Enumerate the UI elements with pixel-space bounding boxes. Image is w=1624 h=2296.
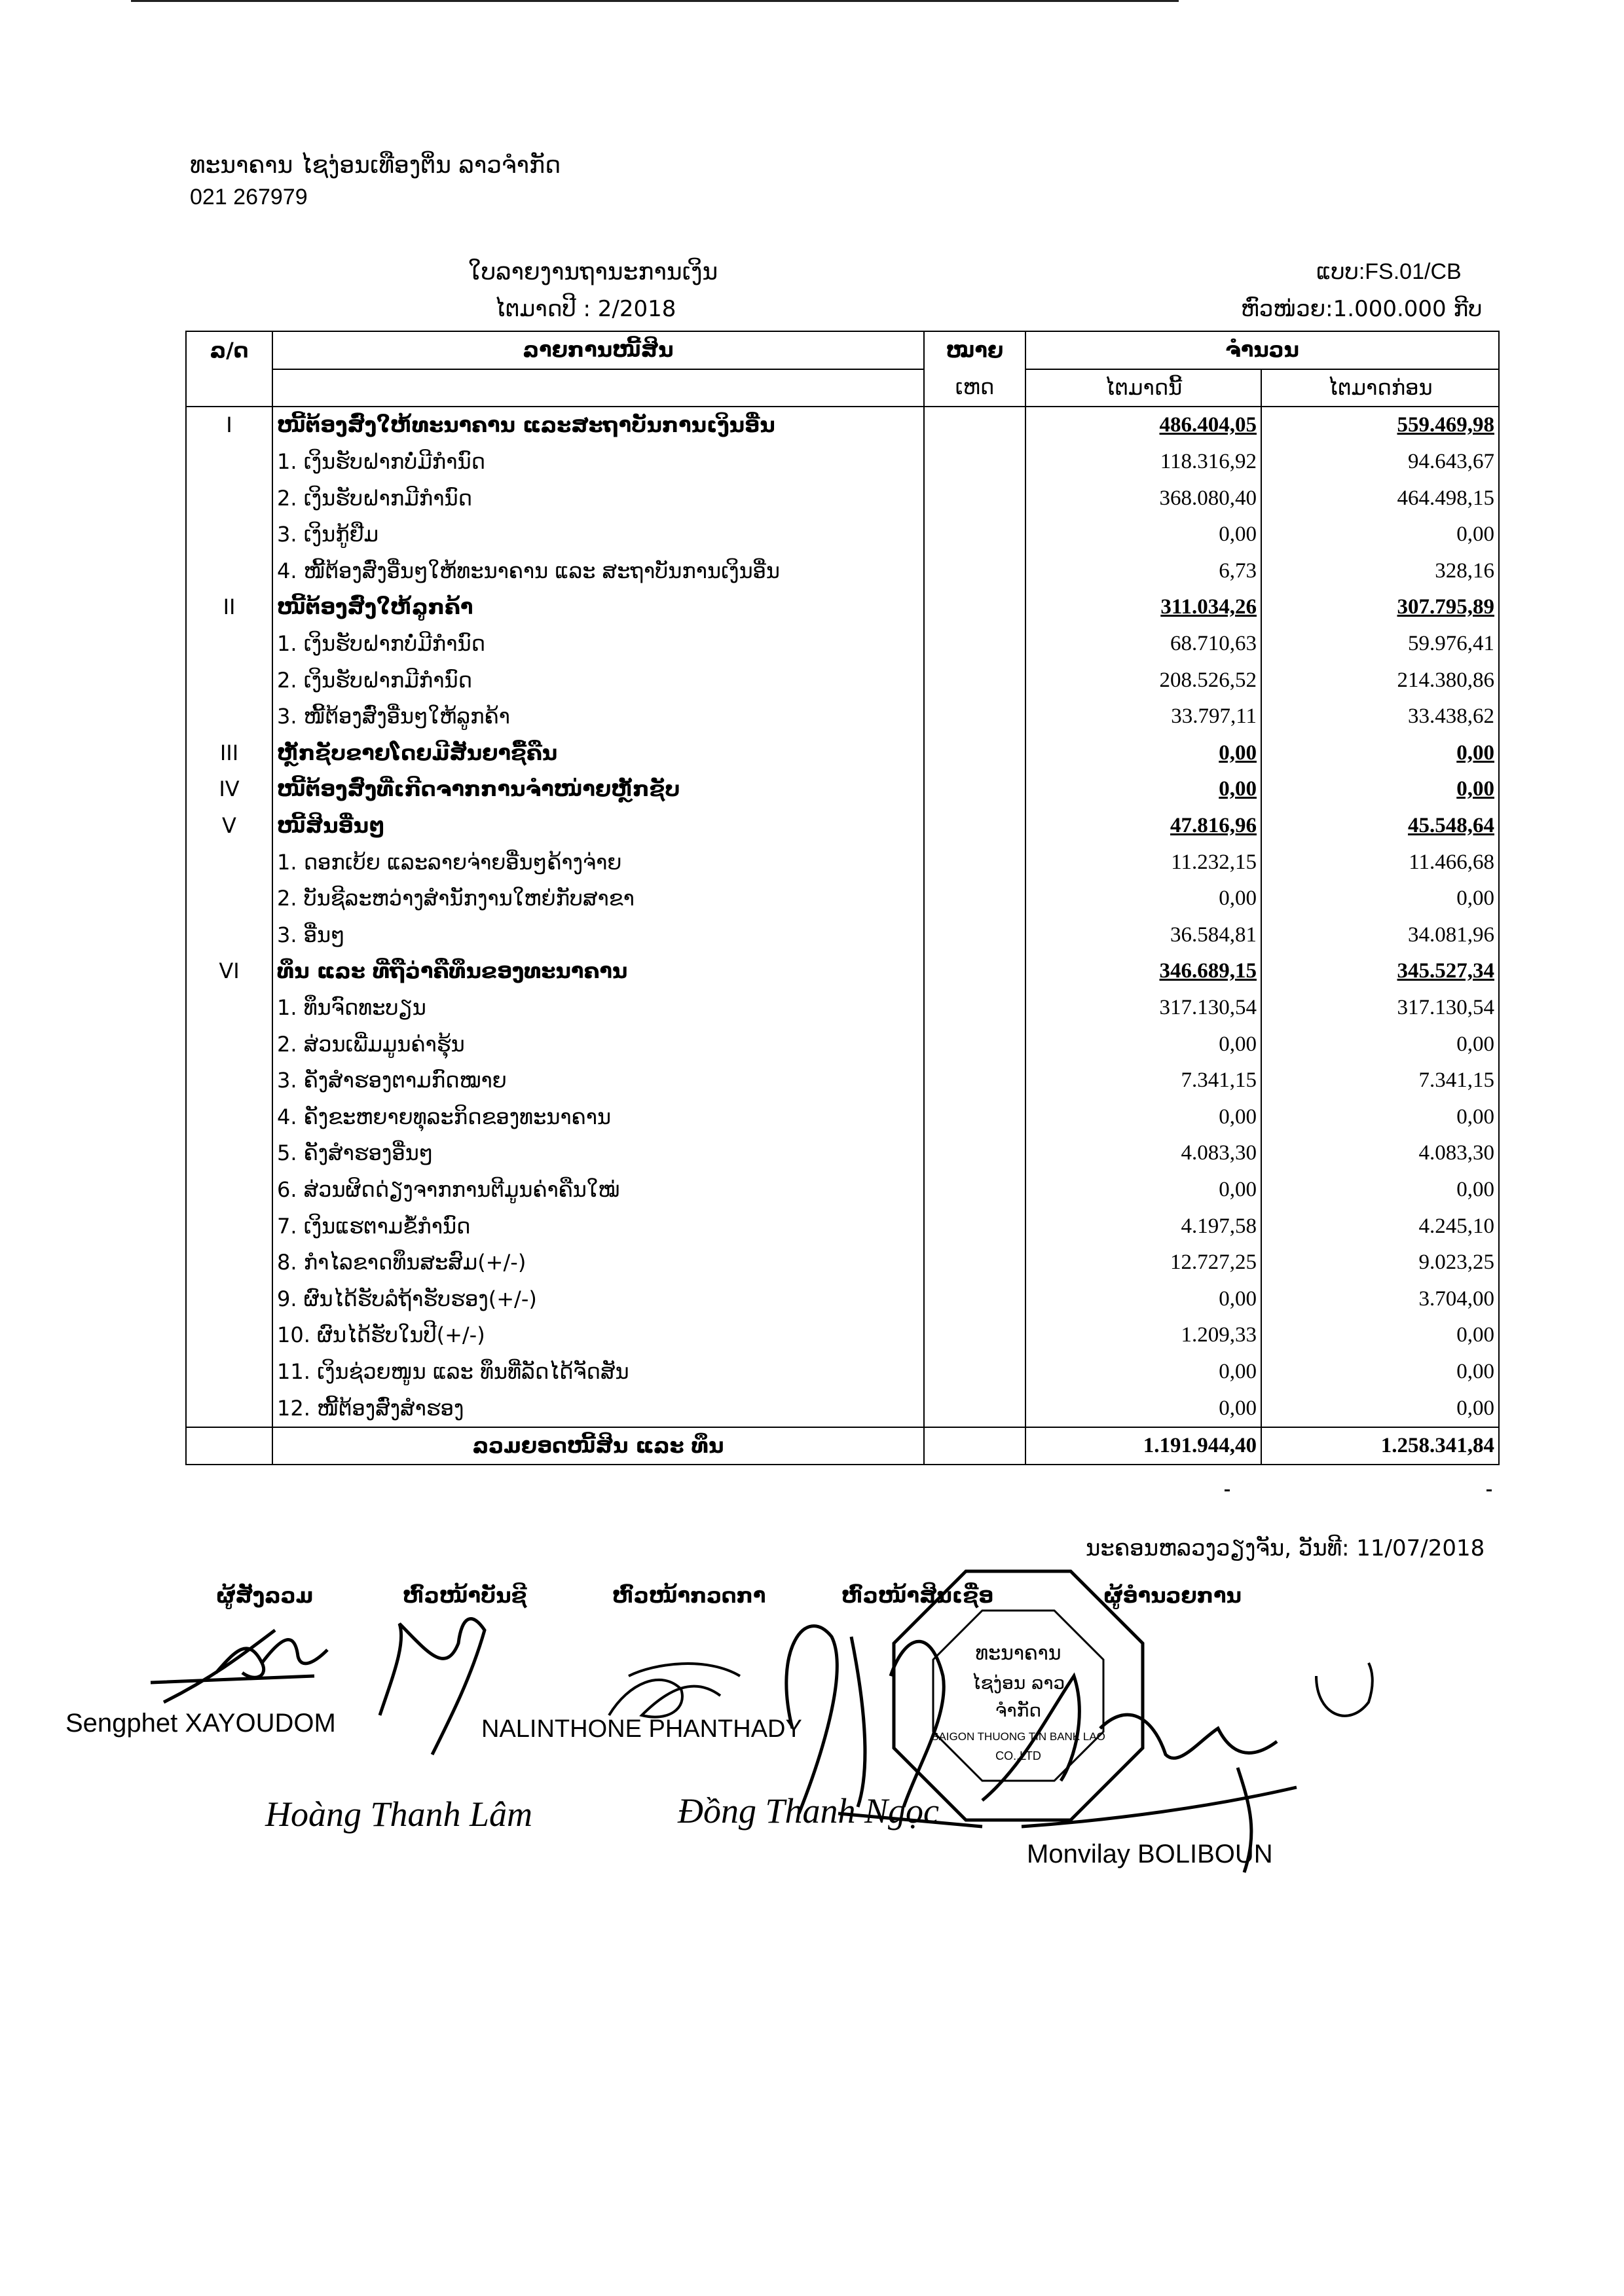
- name-director: Monvilay BOLIBOUN: [1027, 1840, 1273, 1868]
- row-number: [186, 553, 272, 590]
- row-label: 2. ເງິນຮັບຝາກມີກຳນົດ: [272, 480, 924, 517]
- row-note: [924, 1354, 1025, 1391]
- unit-label: ຫົວໜ່ວຍ:1.000.000 ກີບ: [1241, 296, 1483, 322]
- row-label: 12. ໜີ້ຕ້ອງສົ່ງສຳຮອງ: [272, 1390, 924, 1427]
- row-label: 2. ສ່ວນເພີ່ມມູນຄ່າຮຸ້ນ: [272, 1026, 924, 1063]
- table-row: [186, 1317, 1499, 1354]
- row-label: ໜີ້ຕ້ອງສົ່ງໃຫ້ລູກຄ້າ: [272, 589, 924, 626]
- row-previous-value: 307.795,89: [1261, 589, 1499, 626]
- signature-mark: [1316, 1663, 1373, 1716]
- table-row: [186, 771, 1499, 808]
- row-note: [924, 735, 1025, 772]
- row-current-value: 12.727,25: [1025, 1245, 1261, 1281]
- row-label: 4. ໜີ້ຕ້ອງສົ່ງອື່ນໆໃຫ້ທະນາຄານ ແລະ ສະຖາບັນການເງິນອື່ນ: [272, 553, 924, 590]
- name-preparer: Sengphet XAYOUDOM: [65, 1709, 336, 1738]
- signature-accounting: [380, 1619, 485, 1755]
- row-previous-value: 0,00: [1261, 1026, 1499, 1063]
- row-previous-value: 9.023,25: [1261, 1245, 1499, 1281]
- row-label: 4. ຄັງຂະຫຍາຍທຸລະກິດຂອງທະນາຄານ: [272, 1099, 924, 1135]
- row-number: III: [186, 735, 272, 772]
- row-note: [924, 1317, 1025, 1354]
- table-row: [186, 480, 1499, 517]
- row-note: [924, 844, 1025, 881]
- row-label: 9. ຜົນໄດ້ຮັບລໍຖ້າຮັບຮອງ(+/-): [272, 1281, 924, 1317]
- row-number: [186, 1172, 272, 1209]
- sig-label-preparer: ຜູ້ສັງລວມ: [216, 1583, 314, 1608]
- table-row: [186, 1208, 1499, 1245]
- row-number: [186, 626, 272, 663]
- row-label: ຫຼັກຊັບຂາຍໂດຍມີສັນຍາຊື້ຄືນ: [272, 735, 924, 772]
- bank-phone: 021 267979: [190, 185, 308, 210]
- row-label: 1. ດອກເບ້ຍ ແລະລາຍຈ່າຍອື່ນໆຄ້າງຈ່າຍ: [272, 844, 924, 881]
- table-row: [186, 1026, 1499, 1063]
- row-note: [924, 1063, 1025, 1099]
- svg-text:ຈຳກັດ: ຈຳກັດ: [995, 1700, 1042, 1721]
- total-row: [186, 1427, 1499, 1465]
- row-note: [924, 917, 1025, 954]
- signature-audit: [609, 1664, 740, 1717]
- row-label: 7. ເງິນແຮຕາມຂໍ້ກຳນົດ: [272, 1208, 924, 1245]
- row-current-value: 4.083,30: [1025, 1135, 1261, 1172]
- tick-mark: [1486, 1489, 1492, 1491]
- table-row: [186, 1099, 1499, 1135]
- row-note: [924, 589, 1025, 626]
- row-previous-value: 0,00: [1261, 881, 1499, 917]
- svg-text:ໄຊງ່ອນ ລາວ: ໄຊງ່ອນ ລາວ: [971, 1672, 1065, 1694]
- row-number: [186, 881, 272, 917]
- report-quarter: ໄຕມາດປີ : 2/2018: [494, 296, 676, 322]
- row-number: II: [186, 589, 272, 626]
- row-previous-value: 4.083,30: [1261, 1135, 1499, 1172]
- row-current-value: 0,00: [1025, 1099, 1261, 1135]
- row-previous-value: 0,00: [1261, 1172, 1499, 1209]
- row-label: 3. ໜີ້ຕ້ອງສົ່ງອື່ນໆໃຫ້ລູກຄ້າ: [272, 699, 924, 735]
- row-number: [186, 1390, 272, 1427]
- table-row: [186, 844, 1499, 881]
- col-current-header: ໄຕມາດນີ້: [1025, 369, 1261, 407]
- table-row: [186, 917, 1499, 954]
- row-note: [924, 1135, 1025, 1172]
- row-current-value: 208.526,52: [1025, 662, 1261, 699]
- svg-text:SAIGON THUONG TIN BANK LAO: SAIGON THUONG TIN BANK LAO: [931, 1730, 1105, 1743]
- table-subheader-row: [186, 369, 1499, 407]
- row-number: [186, 1063, 272, 1099]
- row-note: [924, 553, 1025, 590]
- row-number: [186, 480, 272, 517]
- row-current-value: 4.197,58: [1025, 1208, 1261, 1245]
- row-number: VI: [186, 953, 272, 990]
- table-row: [186, 699, 1499, 735]
- table-header-row: [186, 331, 1499, 369]
- row-label: 3. ເງິນກູ້ຢືມ: [272, 517, 924, 553]
- table-row: [186, 1063, 1499, 1099]
- table-row: [186, 589, 1499, 626]
- table-row: [186, 662, 1499, 699]
- row-current-value: 486.404,05: [1025, 407, 1261, 444]
- table-row: [186, 1135, 1499, 1172]
- row-previous-value: 0,00: [1261, 1317, 1499, 1354]
- row-previous-value: 214.380,86: [1261, 662, 1499, 699]
- row-label: 1. ເງິນຮັບຝາກບໍ່ມີກຳນົດ: [272, 626, 924, 663]
- col-note-header: ໝາຍ: [924, 331, 1025, 369]
- row-current-value: 0,00: [1025, 1172, 1261, 1209]
- row-label: 3. ອື່ນໆ: [272, 917, 924, 954]
- row-current-value: 47.816,96: [1025, 808, 1261, 845]
- table-row: [186, 1245, 1499, 1281]
- row-previous-value: 45.548,64: [1261, 808, 1499, 845]
- row-previous-value: 0,00: [1261, 1354, 1499, 1391]
- row-current-value: 33.797,11: [1025, 699, 1261, 735]
- tick-mark: [1225, 1489, 1230, 1491]
- row-label: 10. ຜົນໄດ້ຮັບໃນປີ(+/-): [272, 1317, 924, 1354]
- row-previous-value: 94.643,67: [1261, 444, 1499, 481]
- table-row: [186, 1390, 1499, 1427]
- row-number: IV: [186, 771, 272, 808]
- row-previous-value: 33.438,62: [1261, 699, 1499, 735]
- row-current-value: 0,00: [1025, 1281, 1261, 1317]
- row-note: [924, 1026, 1025, 1063]
- col-previous-header: ໄຕມາດກ່ອນ: [1261, 369, 1499, 407]
- row-current-value: 0,00: [1025, 771, 1261, 808]
- row-current-value: 11.232,15: [1025, 844, 1261, 881]
- svg-text:ທະນາຄານ: ທະນາຄານ: [975, 1642, 1061, 1665]
- row-previous-value: 0,00: [1261, 771, 1499, 808]
- row-number: [186, 1026, 272, 1063]
- table-row: [186, 407, 1499, 444]
- signature-preparer: [151, 1630, 327, 1702]
- row-current-value: 68.710,63: [1025, 626, 1261, 663]
- row-current-value: 0,00: [1025, 1390, 1261, 1427]
- row-number: [186, 1135, 272, 1172]
- row-number: [186, 990, 272, 1027]
- row-current-value: 36.584,81: [1025, 917, 1261, 954]
- financial-statement-table: [185, 331, 1500, 1465]
- row-previous-value: 0,00: [1261, 517, 1499, 553]
- row-number: [186, 1317, 272, 1354]
- row-label: 8. ກຳໄລຂາດທຶນສະສົມ(+/-): [272, 1245, 924, 1281]
- row-number: V: [186, 808, 272, 845]
- row-previous-value: 0,00: [1261, 1390, 1499, 1427]
- row-label: 3. ຄັງສຳຮອງຕາມກົດໝາຍ: [272, 1063, 924, 1099]
- row-previous-value: 3.704,00: [1261, 1281, 1499, 1317]
- row-label: ໜີ້ສິນອື່ນໆ: [272, 808, 924, 845]
- row-current-value: 1.209,33: [1025, 1317, 1261, 1354]
- row-note: [924, 444, 1025, 481]
- row-note: [924, 1245, 1025, 1281]
- row-number: [186, 1281, 272, 1317]
- row-note: [924, 662, 1025, 699]
- row-previous-value: 0,00: [1261, 1099, 1499, 1135]
- table-row: [186, 626, 1499, 663]
- row-label: 2. ບັນຊີລະຫວ່າງສຳນັກງານໃຫຍ່ກັບສາຂາ: [272, 881, 924, 917]
- form-code: ແບບ:FS.01/CB: [1316, 259, 1462, 284]
- svg-text:CO.,LTD: CO.,LTD: [995, 1749, 1041, 1762]
- sig-label-director: ຜູ້ອຳນວຍການ: [1103, 1583, 1242, 1608]
- table-row: [186, 444, 1499, 481]
- table-row: [186, 1172, 1499, 1209]
- sig-label-accounting: ຫົວໜ້າບັນຊີ: [403, 1583, 527, 1608]
- row-label: ໜີ້ຕ້ອງສົ່ງໃຫ້ທະນາຄານ ແລະສະຖາບັນການເງິນອື່ນ: [272, 407, 924, 444]
- col-note-header-2: ເຫດ: [924, 369, 1025, 407]
- place-date: ນະຄອນຫລວງວຽງຈັນ, ວັນທີ: 11/07/2018: [1086, 1535, 1485, 1561]
- row-label: ໜີ້ຕ້ອງສົ່ງທີ່ເກີດຈາກການຈໍາໜ່າຍຫຼັກຊັບ: [272, 771, 924, 808]
- row-label: 1. ທຶນຈົດທະບຽນ: [272, 990, 924, 1027]
- row-note: [924, 808, 1025, 845]
- row-previous-value: 59.976,41: [1261, 626, 1499, 663]
- table-row: [186, 953, 1499, 990]
- table-row: [186, 808, 1499, 845]
- row-note: [924, 699, 1025, 735]
- row-label: 5. ຄັງສຳຮອງອື່ນໆ: [272, 1135, 924, 1172]
- row-note: [924, 1099, 1025, 1135]
- row-current-value: 346.689,15: [1025, 953, 1261, 990]
- row-previous-value: 328,16: [1261, 553, 1499, 590]
- row-note: [924, 1390, 1025, 1427]
- row-current-value: 317.130,54: [1025, 990, 1261, 1027]
- report-title: ໃບລາຍງານຖານະການເງິນ: [468, 259, 718, 285]
- row-number: [186, 1354, 272, 1391]
- row-current-value: 0,00: [1025, 735, 1261, 772]
- col-item-header: ລາຍການໜີ້ສິນ: [272, 331, 924, 369]
- row-current-value: 0,00: [1025, 881, 1261, 917]
- row-label: 1. ເງິນຮັບຝາກບໍ່ມີກຳນົດ: [272, 444, 924, 481]
- row-current-value: 0,00: [1025, 1354, 1261, 1391]
- row-number: [186, 1099, 272, 1135]
- row-previous-value: 34.081,96: [1261, 917, 1499, 954]
- row-number: I: [186, 407, 272, 444]
- row-number: [186, 1208, 272, 1245]
- row-label: 11. ເງິນຊ່ວຍໜູນ ແລະ ທຶນທີ່ລັດໄດ້ຈັດສັນ: [272, 1354, 924, 1391]
- total-label: ລວມຍອດໜີ້ສິນ ແລະ ທຶນ: [272, 1427, 924, 1465]
- row-number: [186, 844, 272, 881]
- row-current-value: 6,73: [1025, 553, 1261, 590]
- row-label: ທຶນ ແລະ ທີ່ຖືວ່າຄືທຶນຂອງທະນາຄານ: [272, 953, 924, 990]
- row-previous-value: 345.527,34: [1261, 953, 1499, 990]
- bank-name: ທະນາຄານ ໄຊງ່ອນເທືອງຕິ່ນ ລາວຈຳກັດ: [190, 152, 561, 179]
- row-previous-value: 317.130,54: [1261, 990, 1499, 1027]
- name-script-right: Đồng Thanh Ngọc: [678, 1791, 940, 1831]
- row-note: [924, 626, 1025, 663]
- total-previous: 1.258.341,84: [1261, 1427, 1499, 1465]
- table-row: [186, 1354, 1499, 1391]
- row-previous-value: 4.245,10: [1261, 1208, 1499, 1245]
- row-label: 6. ສ່ວນຜິດດ່ຽງຈາກການຕີມູນຄ່າຄືນໃໝ່: [272, 1172, 924, 1209]
- row-note: [924, 881, 1025, 917]
- table-row: [186, 517, 1499, 553]
- row-note: [924, 1172, 1025, 1209]
- row-number: [186, 917, 272, 954]
- row-previous-value: 559.469,98: [1261, 407, 1499, 444]
- row-note: [924, 771, 1025, 808]
- row-note: [924, 517, 1025, 553]
- row-current-value: 0,00: [1025, 517, 1261, 553]
- table-row: [186, 1281, 1499, 1317]
- table-row: [186, 990, 1499, 1027]
- row-previous-value: 7.341,15: [1261, 1063, 1499, 1099]
- row-note: [924, 480, 1025, 517]
- row-number: [186, 1245, 272, 1281]
- row-note: [924, 407, 1025, 444]
- row-previous-value: 11.466,68: [1261, 844, 1499, 881]
- row-note: [924, 1208, 1025, 1245]
- row-note: [924, 953, 1025, 990]
- row-current-value: 118.316,92: [1025, 444, 1261, 481]
- row-previous-value: 464.498,15: [1261, 480, 1499, 517]
- company-stamp: [894, 1571, 1143, 1820]
- total-current: 1.191.944,40: [1025, 1427, 1261, 1465]
- name-accounting: NALINTHONE PHANTHADY: [481, 1715, 802, 1743]
- row-previous-value: 0,00: [1261, 735, 1499, 772]
- top-rule: [131, 0, 1179, 2]
- row-note: [924, 1281, 1025, 1317]
- col-amount-header: ຈຳນວນ: [1025, 331, 1499, 369]
- row-number: [186, 699, 272, 735]
- table-row: [186, 881, 1499, 917]
- table-row: [186, 553, 1499, 590]
- name-script-left: Hoàng Thanh Lâm: [265, 1795, 533, 1834]
- row-label: 2. ເງິນຮັບຝາກມີກຳນົດ: [272, 662, 924, 699]
- row-number: [186, 444, 272, 481]
- row-number: [186, 517, 272, 553]
- row-current-value: 368.080,40: [1025, 480, 1261, 517]
- row-number: [186, 662, 272, 699]
- sig-label-credit: ຫົວໜ້າສິນເຊື່ອ: [841, 1583, 994, 1608]
- sig-label-audit: ຫົວໜ້າກວດກາ: [612, 1583, 766, 1608]
- row-current-value: 7.341,15: [1025, 1063, 1261, 1099]
- table-row: [186, 735, 1499, 772]
- row-note: [924, 990, 1025, 1027]
- row-current-value: 311.034,26: [1025, 589, 1261, 626]
- col-no-header: ລ/ດ: [186, 331, 272, 369]
- row-current-value: 0,00: [1025, 1026, 1261, 1063]
